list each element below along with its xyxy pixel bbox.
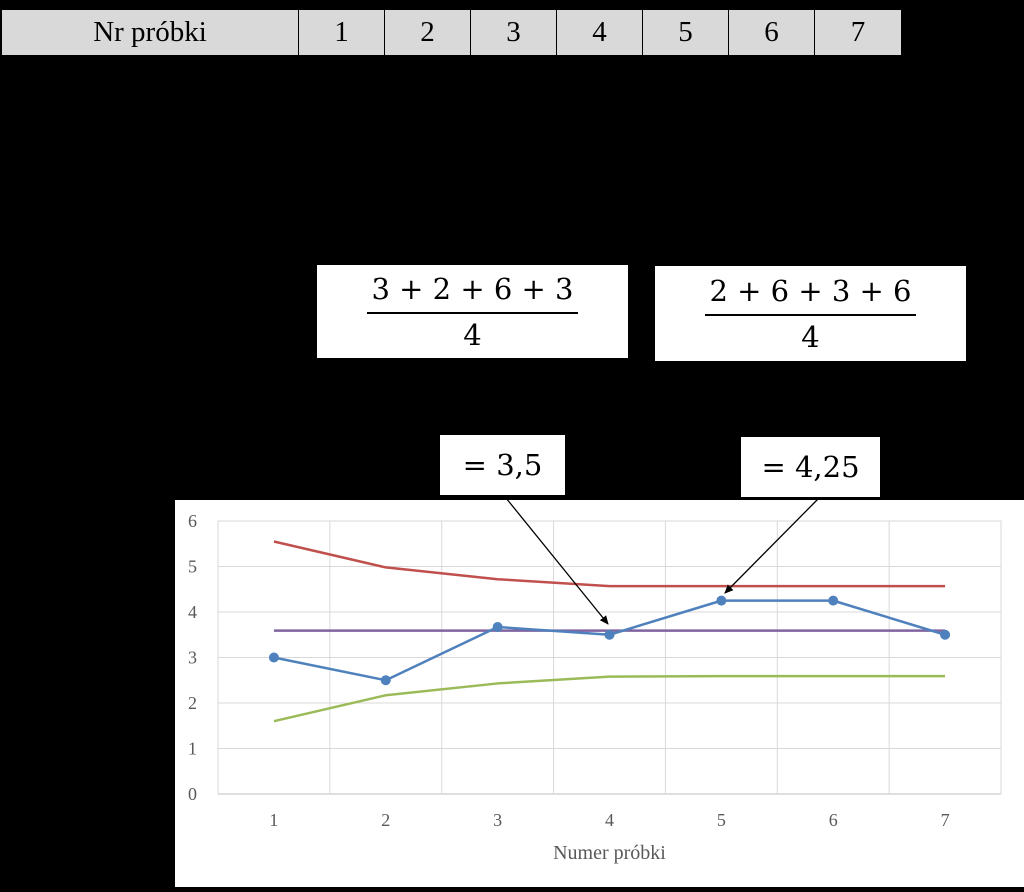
x-tick-label: 2 bbox=[381, 810, 391, 830]
x-tick-label: 1 bbox=[269, 810, 279, 830]
data-point bbox=[269, 653, 279, 663]
result-box-2: = 4,25 bbox=[741, 437, 880, 497]
table-header-cell: Nr próbki bbox=[2, 10, 299, 55]
data-point bbox=[493, 622, 503, 632]
formula-numerator: 2 + 6 + 3 + 6 bbox=[705, 274, 915, 316]
x-tick-label: 4 bbox=[605, 810, 614, 830]
data-point bbox=[605, 630, 615, 640]
y-tick-label: 1 bbox=[188, 738, 197, 759]
table-sample-cell: 2 bbox=[385, 10, 471, 55]
data-point bbox=[381, 675, 391, 685]
formula-numerator: 3 + 2 + 6 + 3 bbox=[367, 272, 577, 314]
x-tick-label: 6 bbox=[828, 810, 838, 830]
table-sample-cell: 7 bbox=[850, 16, 866, 48]
formula-denominator: 4 bbox=[463, 317, 482, 352]
formula-box-1 bbox=[317, 265, 628, 358]
x-axis-title: Numer próbki bbox=[553, 842, 666, 864]
y-tick-label: 4 bbox=[188, 602, 197, 622]
series-line-1 bbox=[274, 541, 945, 586]
data-point bbox=[716, 596, 726, 606]
chart-panel bbox=[175, 500, 1024, 887]
y-tick-label: 5 bbox=[188, 556, 197, 577]
formula-denominator: 4 bbox=[801, 319, 820, 354]
x-tick-label: 7 bbox=[940, 810, 950, 830]
series-line-4 bbox=[274, 676, 945, 721]
data-point bbox=[940, 630, 950, 640]
data-point bbox=[828, 596, 838, 606]
table-sample-cell: 3 bbox=[471, 10, 557, 55]
table-sample-cell: 6 bbox=[729, 10, 815, 55]
table-sample-cell: 4 bbox=[557, 10, 643, 55]
y-tick-label: 2 bbox=[188, 693, 197, 713]
series-line-3 bbox=[274, 601, 945, 681]
table-sample-cell: 1 bbox=[299, 10, 385, 55]
y-tick-label: 0 bbox=[188, 784, 197, 804]
x-tick-label: 5 bbox=[716, 810, 726, 830]
sample-table bbox=[1, 9, 902, 56]
line-chart bbox=[175, 500, 1024, 887]
y-tick-label: 6 bbox=[188, 511, 197, 531]
x-tick-label: 3 bbox=[493, 810, 503, 830]
formula-box-2 bbox=[655, 266, 966, 361]
table-sample-cell: 5 bbox=[643, 10, 729, 55]
y-tick-label: 3 bbox=[188, 647, 197, 668]
result-box-1: = 3,5 bbox=[440, 435, 565, 495]
